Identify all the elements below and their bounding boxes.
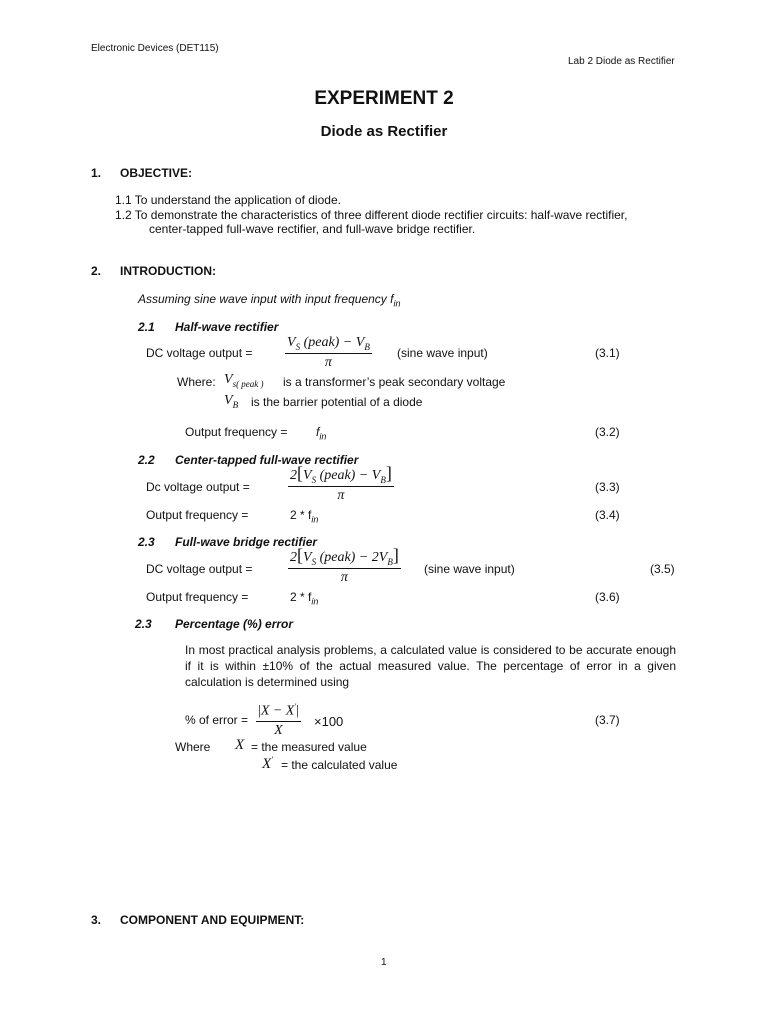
x-symbol: X [235,737,245,753]
center-freq-value: $2 * f_{in}$ [290,508,319,525]
section-3-heading: COMPONENT AND EQUIPMENT: [120,913,305,927]
center-freq-label: Output frequency = [146,508,249,522]
bridge-dc-label: DC voltage output = [146,562,253,576]
header-lab: Lab 2 Diode as Rectifier [568,56,675,67]
subsection-2-1-title: Half-wave rectifier [175,320,279,334]
section-3-number: 3. [91,913,102,927]
error-paragraph: In most practical analysis problems, a calculated value is considered to be accurate enough if it is within ±10% of the actual measured value. The percentage of error in a given calculation is determined using [185,643,676,689]
where-vs-desc: is a transformer’s peak secondary voltage [283,375,506,389]
section-1-heading: OBJECTIVE: [120,166,193,180]
subsection-error-number: 2.3 [135,617,152,631]
subsection-2-3-title: Full-wave bridge rectifier [175,535,318,549]
eq-3-7: (3.7) [595,713,620,727]
objective-item-2-cont: center-tapped full-wave rectifier, and full-wave bridge rectifier. [149,222,476,236]
half-dc-note: (sine wave input) [397,346,488,360]
header-course: Electronic Devices (DET115) [91,43,219,54]
half-dc-label: DC voltage output = [146,346,253,360]
bridge-dc-note: (sine wave input) [424,562,515,576]
eq-3-5: (3.5) [650,562,675,576]
eq-3-1: (3.1) [595,346,620,360]
objective-item-2: 1.2 To demonstrate the characteristics of three different diode rectifier circuits: half-wave rectifier, [115,208,628,222]
section-2-heading: INTRODUCTION: [120,264,216,278]
page-title: EXPERIMENT 2 [314,88,454,109]
where-vb-desc: is the barrier potential of a diode [251,395,423,409]
eq-3-2: (3.2) [595,425,620,439]
error-formula: $\frac{|X - X'|}{X}$ [258,702,299,738]
bridge-dc-formula: $2[V_S$ (peak) − $2V_B$] π [290,545,399,585]
intro-text: Assuming sine wave input with input frequency $f_{in}$ [138,292,401,309]
error-where-2: = the calculated value [281,758,398,772]
error-where-1: = the measured value [251,740,367,754]
eq-3-4: (3.4) [595,508,620,522]
center-dc-label: Dc voltage output = [146,480,250,494]
error-where: Where [175,740,211,754]
center-dc-formula: $2[V_S$ (peak) − $V_B$] π [290,463,392,503]
vs-peak-symbol: $V_{s( peak )}$ [224,372,264,389]
error-label: % of error = [185,713,249,727]
x-prime-symbol: X' [262,755,273,772]
eq-3-6: (3.6) [595,590,620,604]
where-label: Where: [177,375,216,389]
half-freq-value: $f_{in}$ [316,425,327,442]
subsection-2-2-number: 2.2 [138,453,155,467]
error-times-100: ×100 [314,714,344,729]
section-2-number: 2. [91,264,102,278]
objective-item-1: 1.1 To understand the application of diode. [115,193,341,207]
half-dc-formula: $V_S$ (peak) − $V_B$ π [287,335,370,370]
half-freq-label: Output frequency = [185,425,288,439]
bridge-freq-value: $2 * f_{in}$ [290,590,319,607]
subsection-2-2-title: Center-tapped full-wave rectifier [175,453,359,467]
bridge-freq-label: Output frequency = [146,590,249,604]
subsection-2-3-number: 2.3 [138,535,155,549]
page-number: 1 [381,957,387,968]
section-1-number: 1. [91,166,102,180]
vb-symbol: $V_B$ [224,393,239,410]
subsection-2-1-number: 2.1 [138,320,155,334]
page-subtitle: Diode as Rectifier [320,123,448,140]
subsection-error-title: Percentage (%) error [175,617,294,631]
eq-3-3: (3.3) [595,480,620,494]
